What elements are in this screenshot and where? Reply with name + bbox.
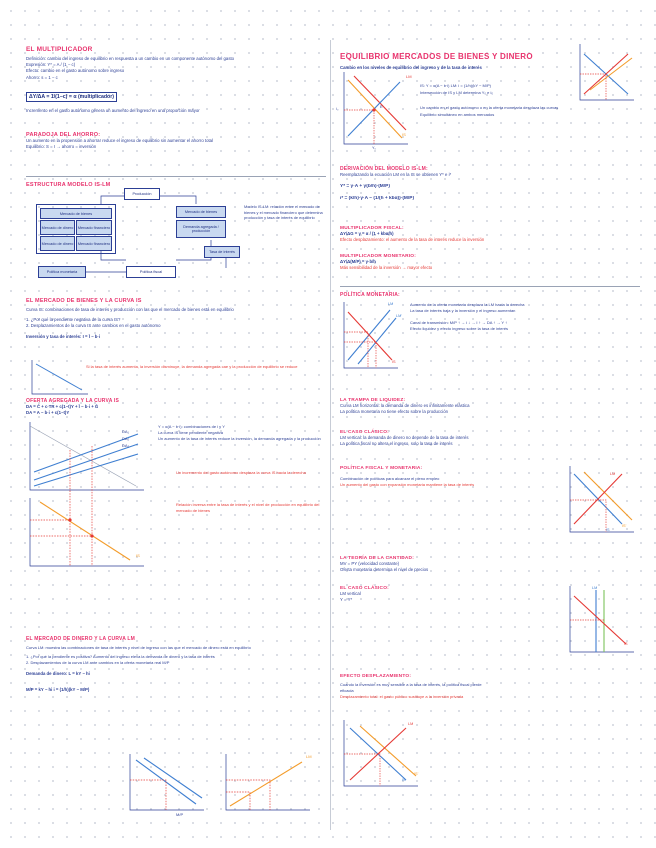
section-fiscal-monetaria [340,466,642,546]
equation: M/P = kY − hi i = (1/h)(kY − M/P) [26,687,90,693]
flow-box: Mercado financiero [76,220,112,235]
section-politica-monetaria [340,292,642,392]
section-title: EL CASO CLÁSICO: [340,586,389,591]
text-line: La política fiscal no altera el ingreso, solo la tasa de interés [340,441,453,447]
text-line: La política monetaria no tiene efecto sobre la producción [340,409,448,415]
text-line: 2. Desplazamientos de la curva IS ante cambios en el gasto autónomo [26,323,161,329]
section-efecto [340,674,642,784]
section-title: EQUILIBRIO MERCADOS DE BIENES Y DINERO [340,52,533,61]
text-line: Aumento de la oferta monetaria desplaza la LM hacia la derecha [410,302,525,307]
curve-label: IS [392,360,396,364]
text-line: LM vertical [340,591,361,596]
flow-box: Demanda agregada / producción [176,220,226,238]
section-title: EL MERCADO DE DINERO Y LA CURVA LM [26,636,136,642]
section-derivacion [340,166,642,203]
text-line: 1. ¿Por qué la pendiente es positiva? Aumento del ingreso eleva la demanda de dinero y la tasa de interés [26,654,215,659]
text-line: Canal de transmisión: M/P ↑ → i ↓ → I ↑ → DA ↑ → Y ↑ [410,320,508,325]
text-line: La tasa de interés baja y la inversión y el ingreso aumentan [410,308,516,313]
section-multiplicador [26,46,328,114]
section-teoria-cantidad [340,556,642,573]
section-clasico-2 [340,586,642,666]
section-multiplicador-fiscal [340,226,642,243]
curve-label: LM [592,586,598,590]
curve-label: IS' [414,772,419,776]
text-line: Curva LM horizontal: la demanda de dinero es infinitamente elástica [340,403,470,408]
section-oa-is [26,398,328,568]
section-multiplicador-monetario [340,254,642,271]
lm-curve-diagram [222,754,312,812]
section-title: EL MERCADO DE BIENES Y LA CURVA IS [26,298,142,304]
text-line: Efecto liquidez y efecto ingreso sobre la tasa de interés [410,326,509,331]
curve-label: DA₁ [122,429,129,434]
text-line: Oferta monetaria determina el nivel de precios [340,567,429,573]
text-line: LM vertical: la demanda de dinero no depende de la tasa de interés [340,435,469,440]
text-line: Reemplazando la ecuación LM en la IS se obtienen Y* e i* [340,172,452,177]
monetary-policy-diagram [340,302,400,372]
curve-label: DA₃ [122,443,130,448]
red-note: Si la tasa de interés aumenta, la inversión disminuye, la demanda agregada cae y la producción de equilibrio se reduce [86,364,298,369]
text-line: Efecto: cambio en el gasto autónomo sobre ingreso [26,68,125,74]
equation: i* = (k/h)·γ·A − (1/(h + kbα))·(M/P) [340,196,415,202]
text-line: Un aumento de la tasa de interés reduce la inversión, la demanda agregada y la producción [158,436,321,441]
text-line: 2. Desplazamientos de la curva LM ante cambios en la oferta monetaria real M/P [26,660,170,665]
right-column [336,46,642,836]
section-title: EL CASO CLÁSICO: [340,430,389,435]
curve-label: LM [388,302,394,306]
section-trampa [340,398,642,415]
text-line: Combinación de políticas para alcanzar el pleno empleo [340,476,440,481]
text-line: Un aumento del gasto con expansión monetaria mantiene la tasa de interés [340,482,475,487]
equation: DA = A − b·i + c(1−t)Y [26,410,70,416]
axis-label: M/P [176,812,184,817]
section-paradoja [26,132,328,150]
red-box: Un incremento del gasto autónomo desplaza la curva IS hacia la derecha [176,470,306,475]
curve-label: IS [402,778,406,782]
section-mercado-dinero [26,636,328,816]
section-estructura [26,182,328,292]
flow-box: Política fiscal [126,266,176,278]
section-title: PARADOJA DEL AHORRO: [26,132,101,138]
text-line: Definición: cambio del ingreso de equilibrio en respuesta a un cambio en un componente autónomo del gasto [26,56,235,61]
curve-label: LM' [396,314,402,318]
text-line: Curva IS: combinaciones de tasa de interés y producción con las que el mercado de bienes está en equilibrio [26,307,234,312]
section-title: POLÍTICA FISCAL Y MONETARIA: [340,466,423,471]
text-line: Equilibrio: S = I → ahorro = inversión [26,144,97,150]
equation: DA = C̄ + c·TR + c(1−t)Y + Ī − b·i + Ḡ [26,404,99,409]
text-line: Un aumento en la propensión a ahorrar reduce el ingreso de equilibrio sin aumentar el ahorro total [26,138,214,143]
curve-label: LM [408,722,414,726]
text-line: La curva IS tiene pendiente negativa [158,430,223,435]
flow-box: Mercado de bienes [176,206,226,218]
money-market-diagram [126,754,206,812]
flow-box: Mercado de dinero [40,220,75,235]
curve-label-is: IS [136,553,140,558]
section-title: OFERTA AGREGADA Y LA CURVA IS [26,398,120,404]
section-title: POLÍTICA MONETARIA: [340,292,400,298]
text-line: Y = Y* [340,597,353,603]
curve-label-lm: LM [306,754,312,759]
text-line: IS: Y = α(A − b·i) LM: i = (1/h)(kY − M/P) [420,83,492,88]
crowding-out-diagram [340,720,420,790]
axis-label: i₀ [336,107,339,111]
section-title: MULTIPLICADOR MONETARIO: [340,254,417,259]
text-line: Inversión y tasa de interés: I = Ī − b·i [26,333,101,339]
flow-box: Mercado de bienes [40,208,112,219]
text-line: Un cambio en el gasto autónomo o en la oferta monetaria desplaza las curvas [420,105,559,110]
text-line: Expresión: Y* = A / (1 − c) [26,62,76,68]
section-title: ESTRUCTURA MODELO IS-LM [26,182,111,188]
text-line: Intersección de IS y LM determina Y₀ e i₀ [420,90,494,95]
section-title: DERIVACIÓN DEL MODELO IS-LM: [340,166,428,172]
text-line: MV = PY (velocidad constante) [340,561,400,566]
is-lm-diagram [340,72,410,148]
curve-label: IS [402,132,406,137]
curve-label: IS' [622,524,627,528]
flow-group-left [36,204,116,254]
text-line: 1. ¿Por qué la pendiente negativa de la curva IS? [26,317,121,323]
equation: ΔY/Δ(M/P) = γ·b/h [340,259,376,264]
text-line: Efecto desplazamiento: el aumento de la tasa de interés reduce la inversión [340,237,485,243]
text-line: Cuando la inversión es muy sensible a la tasa de interés, la política fiscal pierde eficacia [340,682,482,693]
flow-box: Política monetaria [38,266,86,278]
equation: ΔY/ΔG = γ = α / (1 + kbα/h) [340,231,394,236]
section-title: MULTIPLICADOR FISCAL: [340,226,404,231]
axis-label: Y₀ [372,146,377,150]
flow-box: Mercado de dinero [40,236,75,251]
text-line: Más sensibilidad de la inversión → mayor efecto [340,265,433,271]
flow-box-top: Producción [124,188,160,200]
text-line: Incremento en el gasto autónomo genera un aumento del ingreso en una proporción mayor [26,107,200,113]
section-title: LA TEORÍA DE LA CANTIDAD: [340,556,415,561]
curve-label: LM [610,472,616,476]
divider [340,286,640,287]
subtitle: Cambio en los niveles de equilibrio del ingreso y de la tasa de interés [340,65,482,70]
divider [26,176,326,177]
curve-label: LM [406,74,412,79]
curve-label: IS [624,642,628,646]
section-mercado-bienes [26,298,328,369]
section-title: EFECTO DESPLAZAMIENTO: [340,674,412,679]
multiplier-formula: ΔY/ΔA = 1/(1−c) = α (multiplicador) [26,92,117,102]
text-line: Y = α(A − b·i): combinaciones de i y Y [158,424,225,429]
curve-label: DA₂ [122,436,130,441]
curve-label: IS [606,528,610,532]
point-label: E [380,104,383,109]
text-line: Equilibrio simultáneo en ambos mercados [420,112,495,117]
text-line: Curva LM: muestra las combinaciones de tasa de interés y nivel de ingreso con las que el mercado de dinero está en equilibrio [26,645,251,650]
column-divider [330,40,331,830]
investment-curve [30,360,90,396]
text-line: Desplazamiento total: el gasto público sustituye a la inversión privada [340,694,464,699]
section-caso-clasico [340,430,642,447]
flowchart-note: Modelo IS-LM: relación entre el mercado de bienes y el mercado financiero que determina producción y tasa de interés de equilibrio [244,204,323,221]
section-title: LA TRAMPA DE LIQUIDEZ: [340,398,406,403]
flow-box: Mercado financiero [76,236,112,251]
flow-box: Tasa de interés [204,246,240,258]
equation: Y* = γ·A + γ(b/h)·(M/P) [340,184,390,190]
text-line: Ahorro: s = 1 − c [26,74,58,80]
equation: Demanda de dinero: L = kY − hi [26,671,90,676]
red-note: Relación inversa entre la tasa de interés y el nivel de producción en equilibrio del mercado de bienes [176,502,320,513]
section-title: EL MULTIPLICADOR [26,46,93,53]
left-column [26,46,328,826]
